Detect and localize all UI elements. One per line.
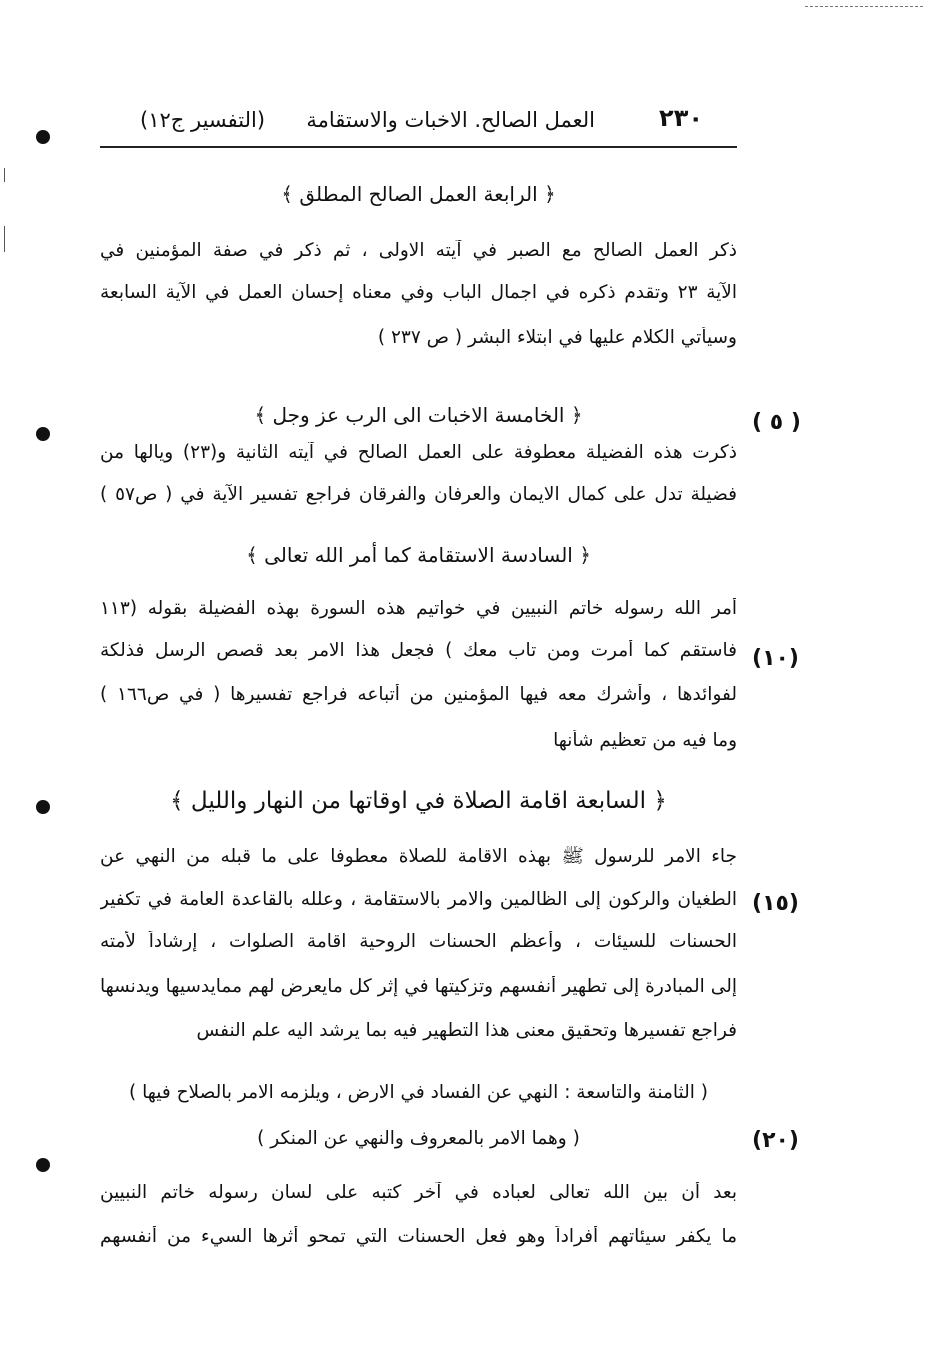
binding-hole [36,130,50,144]
text-line: الحسنات للسيئات ، وأعظم الحسنات الروحية اقامة الصلوات ، إرشاداً لأمته [100,931,737,952]
section-heading: ﴿ الخامسة الاخبات الى الرب عز وجل ﴾ [254,403,583,427]
text-line: لفوائدها ، وأشرك معه فيها المؤمنين من أتباعه فراجع تفسيرها ( في ص١٦٦ ) [100,684,737,705]
section-heading: ﴿ السابعة اقامة الصلاة في اوقاتها من النهار والليل ﴾ [170,788,667,814]
header-title: العمل الصالح. الاخبات والاستقامة [306,108,595,132]
text-line: ذكر العمل الصالح مع الصبر في آيته الاولى ، ثم ذكر في صفة المؤمنين في [100,240,737,261]
text-line: فاستقم كما أمرت ومن تاب معك ) فجعل هذا الامر بعد قصص الرسل فذلكة [100,640,737,661]
text-line: وما فيه من تعظيم شأنها [553,730,737,751]
text-line: وسيأتي الكلام عليها في ابتلاء البشر ( ص ٢٣٧ ) [377,327,737,348]
header-volume: (التفسير ج١٢) [140,108,266,132]
line-number-marker: (١٥) [752,891,799,916]
binding-hole [36,800,50,814]
header-rule [100,146,737,148]
text-line: جاء الامر للرسول ﷺ بهذه الاقامة للصلاة معطوفا على ما قبله من النهي عن [100,846,737,867]
section-heading: ( الثامنة والتاسعة : النهي عن الفساد في الارض ، ويلزمه الامر بالصلاح فيها ) [129,1082,708,1103]
text-line: الطغيان والركون إلى الظالمين والامر بالاستقامة ، وعلله بالقاعدة العامة في تكفير [100,889,737,910]
text-line: الآية ٢٣ وتقدم ذكره في اجمال الباب وفي معناه إحسان العمل في الآية السابعة [100,282,737,303]
margin-tick [4,226,5,252]
text-line: فضيلة تدل على كمال الايمان والعرفان والفرقان فراجع تفسير الآية في ( ص٥٧ ) [100,484,737,505]
text-line: بعد أن بين الله تعالى لعباده في آخر كتبه على لسان رسوله خاتم النبيين [100,1182,737,1203]
line-number-marker: (١٠) [752,646,799,671]
section-heading: ﴿ السادسة الاستقامة كما أمر الله تعالى ﴾ [246,543,591,567]
text-line: إلى المبادرة إلى تطهير أنفسهم وتزكيتها في إثر كل مايعرض لهم ممايدسيها ويدنسها [100,976,737,997]
margin-tick [4,168,5,182]
page-number: ٢٣٠ [659,104,703,132]
text-line: فراجع تفسيرها وتحقيق معنى هذا التطهير فيه بما يرشد اليه علم النفس [196,1020,737,1041]
section-heading: ﴿ الرابعة العمل الصالح المطلق ﴾ [281,182,556,206]
binding-hole [36,427,50,441]
text-line: ما يكفر سيئاتهم أفراداً وهو فعل الحسنات التي تمحو أثرها السيء من أنفسهم [100,1226,737,1247]
section-heading: ( وهما الامر بالمعروف والنهي عن المنكر ) [257,1128,580,1149]
running-header [100,100,737,146]
text-line: ذكرت هذه الفضيلة معطوفة على العمل الصالح في آيته الثانية و(٢٣) ويالها من [100,442,737,463]
text-line: أمر الله رسوله خاتم النبيين في خواتيم هذه السورة بهذه الفضيلة بقوله (١١٣ [100,598,737,619]
top-dashed-rule [805,6,923,7]
line-number-marker: (٢٠) [752,1128,799,1153]
binding-hole [36,1158,50,1172]
line-number-marker: ( ٥ ) [752,410,801,435]
